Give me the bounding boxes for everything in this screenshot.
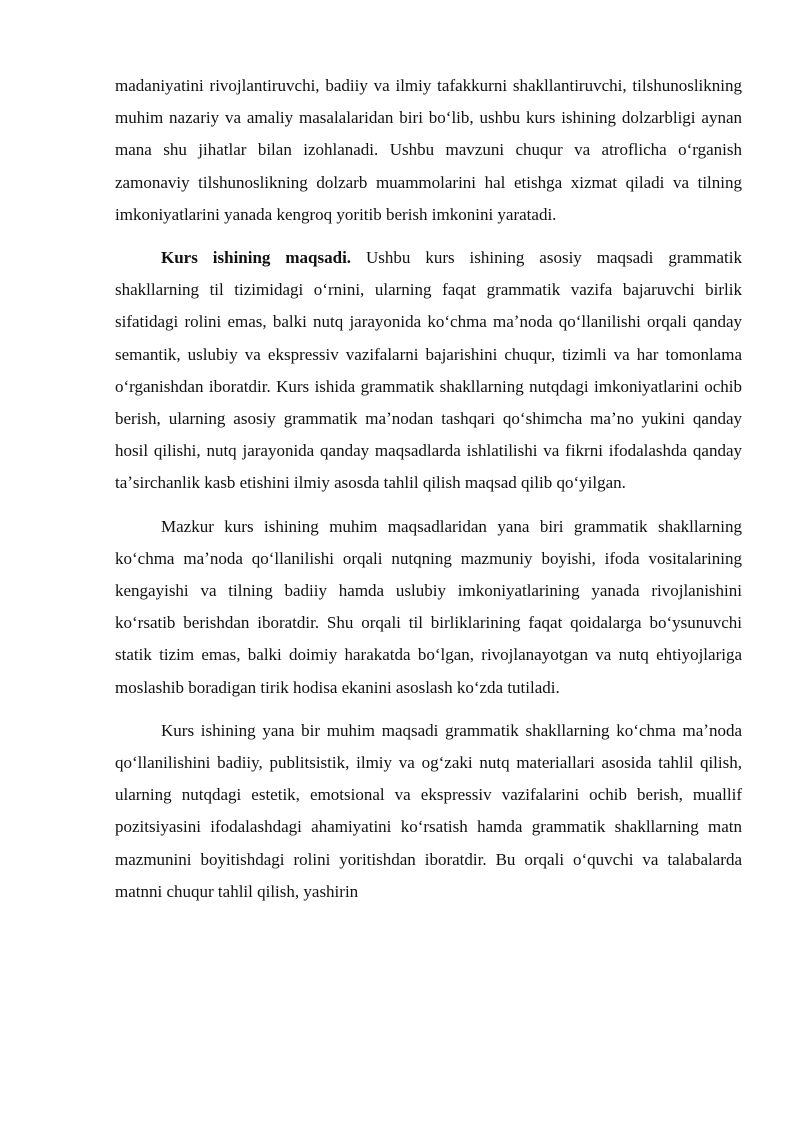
paragraph-text: Mazkur kurs ishining muhim maqsadlaridan yana biri grammatik shakllarning koʻchma maʼnoda qoʻllanilishi orqali nutqning mazmuniy boyishi, ifoda vositalarining kengayishi va tilning badiiy hamda uslubiy imkoniyatlarining yanada rivojlanishini koʻrsatib berishdan iboratdir. Shu orqali til birliklarining faqat qoidalarga boʻysunuvchi statik tizim emas, balki doimiy harakatda boʻlgan, rivojlanayotgan va nutq ehtiyojlariga moslashib boradigan tirik hodisa ekanini asoslash koʻzda tutiladi. [115, 516, 742, 697]
paragraph-course-goal [115, 242, 742, 500]
paragraph-heading: Kurs ishining maqsadi. [161, 248, 352, 268]
paragraph-text: Kurs ishining yana bir muhim maqsadi grammatik shakllarning koʻchma maʼnoda qoʻllanilishini badiiy, publitsistik, ilmiy va ogʻzaki nutq materiallari asosida tahlil qilish, ularning nutqdagi estetik, emotsional va ekspressiv vazifalarini ochib berish, muallif pozitsiyasini ifodalashdagi ahamiyatini koʻrsatish hamda grammatik shakllarning matn mazmunini boyitishdagi rolini yoritishdan iboratdir. Bu orqali oʻquvchi va talabalarda matnni chuqur tahlil qilish, yashirin [115, 720, 742, 901]
paragraph-text: Ushbu kurs ishining asosiy maqsadi grammatik shakllarning til tizimidagi oʻrnini, ularning faqat grammatik vazifa bajaruvchi birlik sifatidagi rolini emas, balki nutq jarayonida koʻchma maʼnoda qoʻllanilishi orqali qanday semantik, uslubiy va ekspressiv vazifalarni bajarishini chuqur, tizimli va har tomonlama oʻrganishdan iboratdir. Kurs ishida grammatik shakllarning nutqdagi imkoniyatlarini ochib berish, ularning asosiy grammatik maʼnodan tashqari qoʻshimcha maʼno yukini qanday hosil qilishi, nutq jarayonida qanday maqsadlarda ishlatilishi va fikrni ifodalashda qanday taʼsirchanlik kasb etishini ilmiy asosda tahlil qilish maqsad qilib qoʻyilgan. [115, 248, 742, 493]
paragraph-additional-goal [115, 511, 742, 704]
paragraph-text: madaniyatini rivojlantiruvchi, badiiy va ilmiy tafakkurni shakllantiruvchi, tilshunoslikning muhim nazariy va amaliy masalalaridan biri boʻlib, ushbu kurs ishining dolzarbligi aynan mana shu jihatlar bilan izohlanadi. Ushbu mavzuni chuqur va atroflicha oʻrganish zamonaviy tilshunoslikning dolzarb muammolarini hal etishga xizmat qiladi va tilning imkoniyatlarini yanada kengroq yoritib berish imkonini yaratadi. [115, 76, 742, 224]
paragraph-another-goal [115, 715, 742, 908]
document-page [115, 70, 742, 919]
paragraph-relevance-continued [115, 70, 742, 231]
